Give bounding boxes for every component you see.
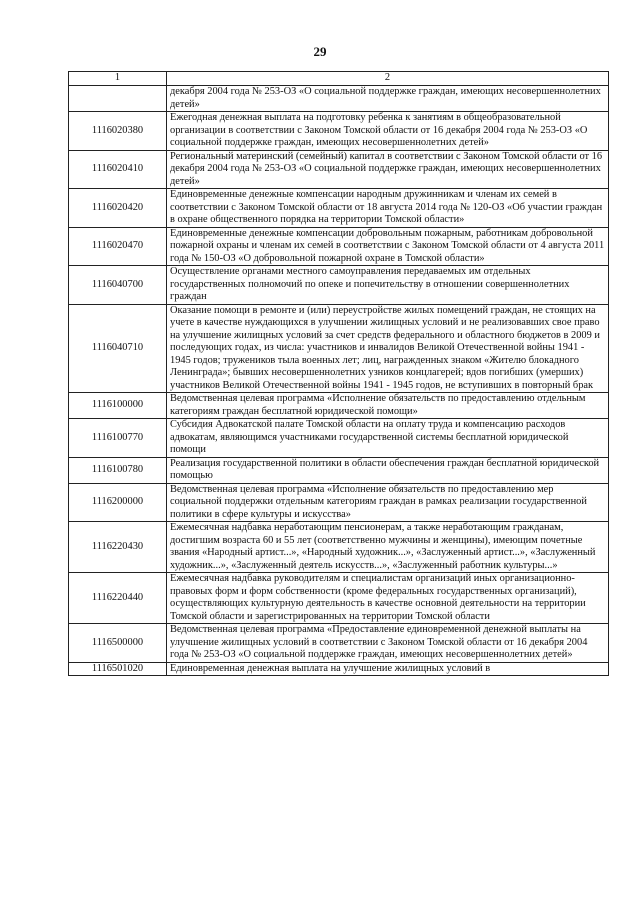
row-code: 1116501020	[69, 662, 167, 676]
table-row	[69, 457, 609, 483]
table-row	[69, 483, 609, 522]
row-code: 1116500000	[69, 624, 167, 663]
table-row	[69, 662, 609, 676]
row-description: Реализация государственной политики в области обеспечения граждан бесплатной юридической помощью	[167, 457, 609, 483]
header-column-1: 1	[69, 72, 167, 86]
table-row	[69, 189, 609, 228]
table-row	[69, 419, 609, 458]
row-description: Осуществление органами местного самоуправления передаваемых им отдельных государственных полномочий по опеке и попечительству в отношении совершеннолетних граждан	[167, 266, 609, 305]
row-code: 1116100770	[69, 419, 167, 458]
row-description: Ежегодная денежная выплата на подготовку ребенка к занятиям в общеобразовательной организации в соответствии с Законом Томской области от 16 декабря 2004 года № 253-ОЗ «О социальной поддержке граждан, имеющих несовершеннолетних детей»	[167, 112, 609, 151]
row-description: Оказание помощи в ремонте и (или) переустройстве жилых помещений граждан, не стоящих на учете в качестве нуждающихся в улучшении жилищных условий и не реализовавших свое право на улучшение жилищных условий за счет средств федерального и областного бюджетов в 2009 и последующих годах, из числа: участников и инвалидов Великой Отечественной войны 1941 - 1945 годов; тружеников тыла военных лет; лиц, награжденных знаком «Жителю блокадного Ленинграда»; бывших несовершеннолетних узников концлагерей; вдов погибших (умерших) участников Великой Отечественной войны 1941 - 1945 годов, не вступивших в повторный брак	[167, 304, 609, 393]
table-row	[69, 112, 609, 151]
table-row	[69, 522, 609, 573]
row-description: Ежемесячная надбавка руководителям и специалистам организаций иных организационно-правовых форм и форм собственности (кроме федеральных государственных организаций), осуществляющих культурную деятельность в качестве основной деятельности на территории Томской области и зарегистрированных на территории Томской области	[167, 573, 609, 624]
row-code: 1116220430	[69, 522, 167, 573]
row-description: Ведомственная целевая программа «Предоставление единовременной денежной выплаты на улучшение жилищных условий в соответствии с Законом Томской области от 16 декабря 2004 года № 253-ОЗ «О социальной поддержке граждан, имеющих несовершеннолетних детей»	[167, 624, 609, 663]
row-description: Единовременная денежная выплата на улучшение жилищных условий в	[167, 662, 609, 676]
row-code: 1116100000	[69, 393, 167, 419]
row-code: 1116100780	[69, 457, 167, 483]
table-row	[69, 227, 609, 266]
table-row	[69, 150, 609, 189]
table-row	[69, 86, 609, 112]
row-code: 1116220440	[69, 573, 167, 624]
row-code: 1116200000	[69, 483, 167, 522]
table-row	[69, 304, 609, 393]
row-description: Единовременные денежные компенсации народным дружинникам и членам их семей в соответствии с Законом Томской области от 18 августа 2014 года № 120-ОЗ «Об участии граждан в охране общественного порядка на территории Томской области»	[167, 189, 609, 228]
row-code: 1116020470	[69, 227, 167, 266]
table-row	[69, 624, 609, 663]
row-description: Субсидия Адвокатской палате Томской области на оплату труда и компенсацию расходов адвокатам, являющимся участниками государственной системы бесплатной юридической помощи	[167, 419, 609, 458]
table-row	[69, 573, 609, 624]
table-body	[69, 72, 609, 676]
row-code: 1116020420	[69, 189, 167, 228]
row-code: 1116040700	[69, 266, 167, 305]
classification-table	[68, 71, 609, 676]
row-code: 1116020410	[69, 150, 167, 189]
row-description: декабря 2004 года № 253-ОЗ «О социальной поддержке граждан, имеющих несовершеннолетних детей»	[167, 86, 609, 112]
row-description: Региональный материнский (семейный) капитал в соответствии с Законом Томской области от 16 декабря 2004 года № 253-ОЗ «О социальной поддержке граждан, имеющих несовершеннолетних детей»	[167, 150, 609, 189]
row-code	[69, 86, 167, 112]
row-description: Ведомственная целевая программа «Исполнение обязательств по предоставлению мер социальной поддержки отдельным категориям граждан в рамках реализации государственной политики в сфере культуры и искусства»	[167, 483, 609, 522]
row-description: Ежемесячная надбавка неработающим пенсионерам, а также неработающим гражданам, достигшим возраста 60 и 55 лет (соответственно мужчины и женщины), имеющим почетные звания «Народный артист...», «Народный художник...», «Заслуженный артист...», «Заслуженный художник...», «Заслуженный деятель искусств...», «Заслуженный работник культуры...»	[167, 522, 609, 573]
row-description: Единовременные денежные компенсации добровольным пожарным, работникам добровольной пожарной охраны и членам их семей в соответствии с Законом Томской области от 4 августа 2011 года № 150-ОЗ «О добровольной пожарной охране в Томской области»	[167, 227, 609, 266]
row-description: Ведомственная целевая программа «Исполнение обязательств по предоставлению отдельным категориям граждан бесплатной юридической помощи»	[167, 393, 609, 419]
table-header-row	[69, 72, 609, 86]
table-row	[69, 266, 609, 305]
row-code: 1116040710	[69, 304, 167, 393]
page-number: 29	[313, 44, 327, 59]
table-row	[69, 393, 609, 419]
row-code: 1116020380	[69, 112, 167, 151]
header-column-2: 2	[167, 72, 609, 86]
